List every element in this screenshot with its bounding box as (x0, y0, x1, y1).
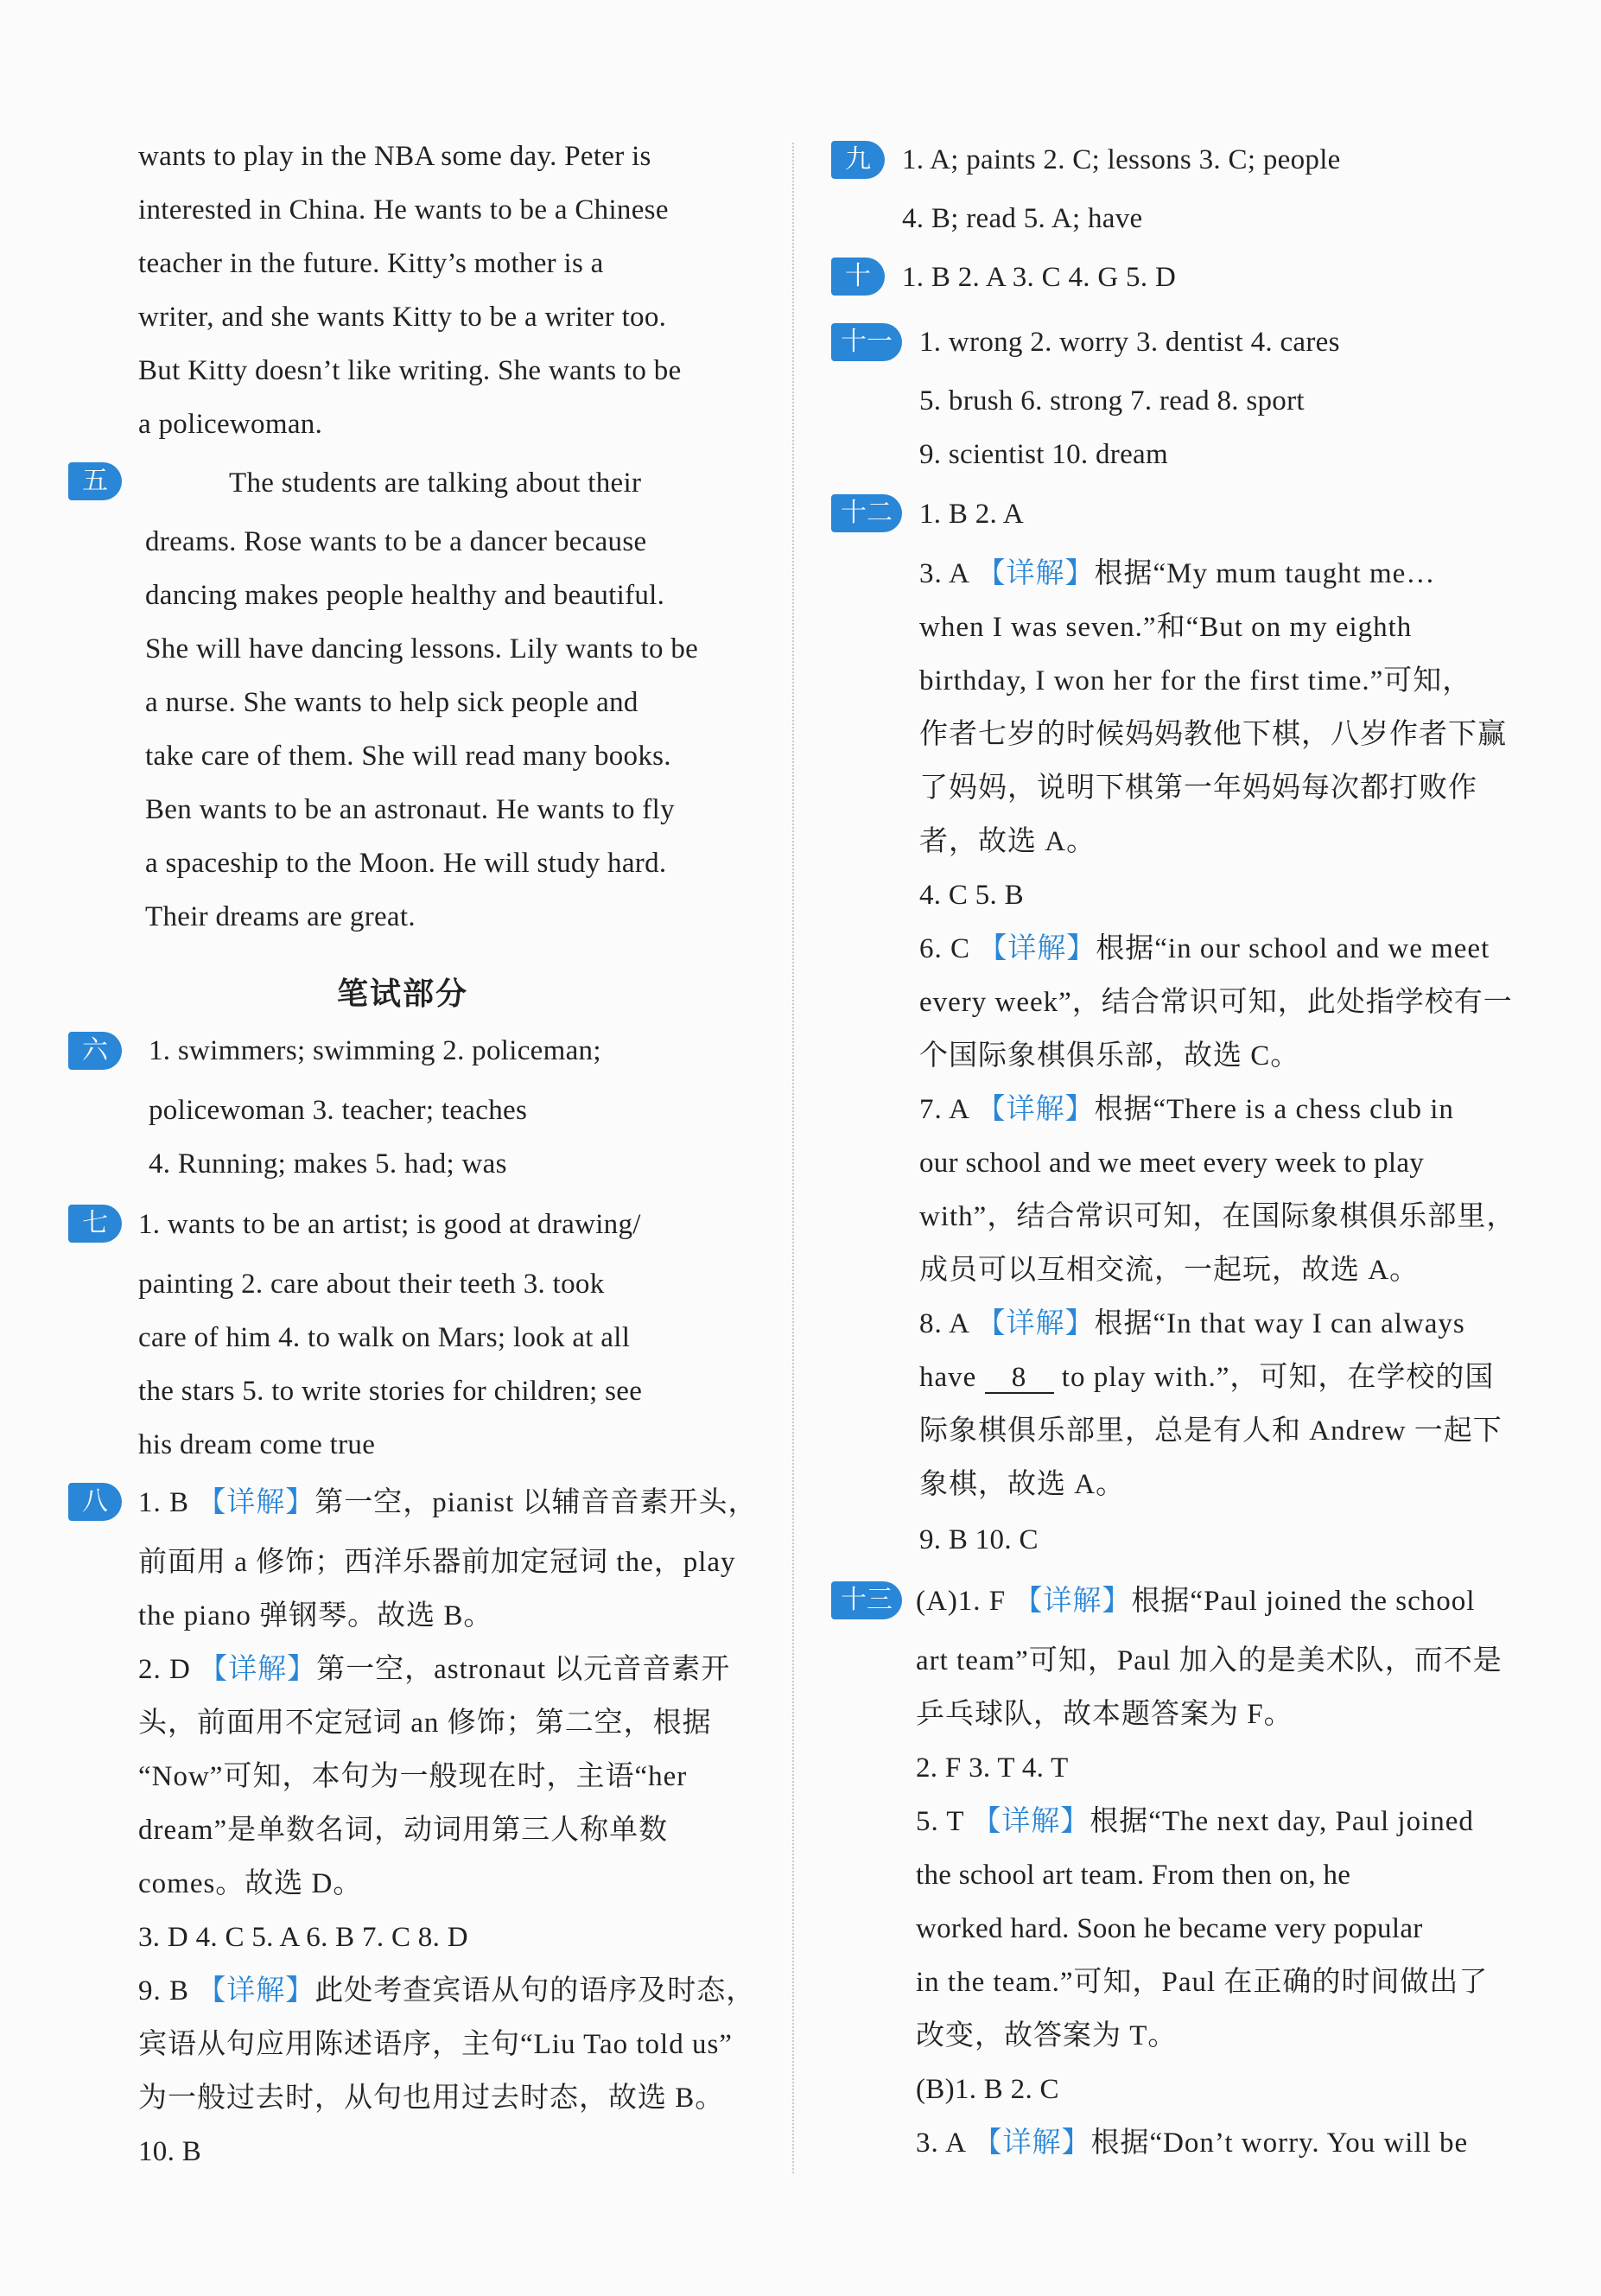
explanation-text: 根据“in our school and we meet (1096, 933, 1490, 964)
section-badge-9: 九 (831, 141, 885, 179)
text-line: care of him 4. to walk on Mars; look at all (138, 1322, 631, 1353)
xiangjie-tag: 【详解】 (197, 1487, 315, 1518)
text-line: (B)1. B 2. C (916, 2074, 1059, 2105)
item-number: 3. A (919, 558, 977, 589)
xiangjie-tag: 【详解】 (976, 558, 1095, 589)
text-line: policewoman 3. teacher; teaches (149, 1095, 528, 1126)
text-line: 1. A; paints 2. C; lessons 3. C; people (902, 144, 1341, 175)
text-line: our school and we meet every week to play (919, 1148, 1425, 1179)
explanation-text: 根据“The next day, Paul joined (1090, 1806, 1474, 1837)
text-line: teacher in the future. Kitty’s mother is a (138, 248, 604, 279)
xiangjie-tag: 【详解】 (978, 933, 1096, 964)
text-line: But Kitty doesn’t like writing. She wants to be (138, 355, 682, 386)
item-number: (A)1. F (916, 1586, 1014, 1617)
text-line: 1. wants to be an artist; is good at drawing/ (138, 1209, 641, 1240)
text-line: 改变，故答案为 T。 (916, 2020, 1178, 2051)
text-line: a spaceship to the Moon. He will study hard. (145, 848, 667, 879)
text-line: 者，故选 A。 (919, 826, 1096, 857)
text-line: 2. F 3. T 4. T (916, 1752, 1069, 1784)
answer-blank: 8 (985, 1364, 1054, 1394)
text-line: the stars 5. to write stories for children; see (138, 1376, 643, 1407)
text-line: The students are talking about their (229, 467, 642, 499)
text-line: 了妈妈，说明下棋第一年妈妈每次都打败作 (919, 773, 1477, 804)
text-line: writer, and she wants Kitty to be a writer too. (138, 302, 667, 333)
xiangjie-tag: 【详解】 (973, 2127, 1091, 2159)
text-line: the school art team. From then on, he (916, 1860, 1351, 1891)
text-line: the piano 弹钢琴。故选 B。 (138, 1600, 493, 1631)
text-line: 1. B 2. A (919, 499, 1024, 530)
text-line (919, 560, 1435, 588)
item-number: 1. B (138, 1487, 198, 1518)
text-line: 成员可以互相交流，一起玩，故选 A。 (919, 1255, 1420, 1286)
text-line (919, 1364, 1494, 1394)
xiangjie-tag: 【详解】 (976, 1094, 1095, 1125)
text-line: with”，结合常识可知，在国际象棋俱乐部里， (919, 1201, 1516, 1232)
xiangjie-tag: 【详解】 (1013, 1586, 1132, 1617)
section-badge-11: 十一 (831, 323, 902, 361)
text-line: 头，前面用不定冠词 an 修饰；第二空，根据 (138, 1708, 712, 1739)
text-line: She will have dancing lessons. Lily wants to be (145, 633, 699, 665)
text-line (138, 1977, 755, 2006)
text-line: 4. Running; makes 5. had; was (149, 1148, 507, 1180)
item-number: 9. B (138, 1975, 198, 2007)
text-line: 4. C 5. B (919, 880, 1024, 911)
text-line: his dream come true (138, 1429, 376, 1460)
text-line (138, 1656, 730, 1684)
text-line: Ben wants to be an astronaut. He wants to fly (145, 794, 675, 825)
text-line: 10. B (138, 2136, 202, 2167)
section-badge-8: 八 (68, 1483, 122, 1521)
text-line: take care of them. She will read many books. (145, 741, 671, 772)
explanation-text: 根据“Paul joined the school (1131, 1586, 1476, 1617)
text-line (916, 1587, 1475, 1616)
text-line: 前面用 a 修饰；西洋乐器前加定冠词 the，play (138, 1547, 736, 1578)
explanation-text: 根据“Don’t worry. You will be (1090, 2127, 1469, 2159)
text-line: dreams. Rose wants to be a dancer because (145, 526, 647, 557)
item-number: 8. A (919, 1308, 977, 1339)
text-line: “Now”可知，本句为一般现在时，主语“her (138, 1761, 688, 1792)
text-line: 乒乓球队，故本题答案为 F。 (916, 1699, 1293, 1730)
text-line: 3. D 4. C 5. A 6. B 7. C 8. D (138, 1922, 468, 1953)
text-line: 象棋，故选 A。 (919, 1469, 1126, 1500)
text-line: 5. brush 6. strong 7. read 8. sport (919, 385, 1305, 417)
xiangjie-tag: 【详解】 (197, 1975, 315, 2007)
explanation-text: 此处考查宾语从句的语序及时态， (314, 1975, 756, 2007)
text-line: a nurse. She wants to help sick people and (145, 687, 638, 718)
section-heading: 笔试部分 (337, 976, 469, 1012)
explanation-text: 第一空，astronaut 以元音音素开 (316, 1654, 731, 1685)
text-line: in the team.”可知，Paul 在正确的时间做出了 (916, 1967, 1489, 1998)
text-line: dancing makes people healthy and beautiful. (145, 580, 665, 611)
section-badge-6: 六 (68, 1032, 122, 1070)
xiangjie-tag: 【详解】 (972, 1806, 1090, 1837)
section-badge-7: 七 (68, 1205, 122, 1243)
text-line: painting 2. care about their teeth 3. took (138, 1269, 605, 1300)
text-line: 宾语从句应用陈述语序，主句“Liu Tao told us” (138, 2029, 733, 2060)
section-badge-5: 五 (68, 462, 122, 500)
section-badge-10: 十 (831, 258, 885, 296)
text-fragment: have (919, 1362, 985, 1393)
explanation-text: 根据“My mum taught me… (1094, 558, 1436, 589)
xiangjie-tag: 【详解】 (199, 1654, 317, 1685)
text-line: 9. B 10. C (919, 1524, 1039, 1555)
text-line (916, 2129, 1468, 2158)
text-line (919, 1096, 1454, 1124)
item-number: 5. T (916, 1806, 973, 1837)
section-badge-13: 十三 (831, 1581, 902, 1619)
text-line (916, 1808, 1474, 1836)
text-line: 际象棋俱乐部里，总是有人和 Andrew 一起下 (919, 1415, 1503, 1447)
text-line: art team”可知，Paul 加入的是美术队，而不是 (916, 1645, 1503, 1676)
text-line (919, 1310, 1465, 1339)
text-line: interested in China. He wants to be a Chinese (138, 194, 669, 226)
text-line: 作者七岁的时候妈妈教他下棋，八岁作者下赢 (919, 719, 1507, 750)
item-number: 2. D (138, 1654, 200, 1685)
item-number: 7. A (919, 1094, 977, 1125)
explanation-text: 根据“In that way I can always (1094, 1308, 1465, 1339)
text-line: 1. wrong 2. worry 3. dentist 4. cares (919, 327, 1340, 358)
explanation-text: 第一空，pianist 以辅音音素开头， (314, 1487, 758, 1518)
text-line: 1. swimmers; swimming 2. policeman; (149, 1035, 601, 1066)
item-number: 6. C (919, 933, 979, 964)
text-line: Their dreams are great. (145, 901, 416, 932)
text-line: 1. B 2. A 3. C 4. G 5. D (902, 262, 1177, 293)
text-line: wants to play in the NBA some day. Peter is (138, 141, 651, 172)
explanation-text: 根据“There is a chess club in (1094, 1094, 1454, 1125)
text-line: when I was seven.”和“But on my eighth (919, 612, 1413, 643)
text-line: 4. B; read 5. A; have (902, 203, 1143, 234)
text-line (919, 935, 1490, 964)
text-line: every week”，结合常识可知，此处指学校有一 (919, 987, 1513, 1018)
text-line: a policewoman. (138, 409, 323, 440)
text-line: 个国际象棋俱乐部，故选 C。 (919, 1040, 1300, 1072)
text-fragment: to play with.”，可知，在学校的国 (1053, 1362, 1495, 1393)
text-line: worked hard. Soon he became very popular (916, 1913, 1423, 1944)
section-badge-12: 十二 (831, 494, 902, 532)
xiangjie-tag: 【详解】 (976, 1308, 1095, 1339)
text-line: dream”是单数名词，动词用第三人称单数 (138, 1815, 669, 1846)
text-line: birthday, I won her for the first time.”可知， (919, 665, 1472, 696)
text-line: comes。故选 D。 (138, 1868, 363, 1899)
text-line: 9. scientist 10. dream (919, 439, 1168, 470)
item-number: 3. A (916, 2127, 974, 2159)
text-line: 为一般过去时，从句也用过去时态，故选 B。 (138, 2083, 725, 2114)
text-line (138, 1489, 758, 1517)
column-divider (792, 143, 794, 2173)
